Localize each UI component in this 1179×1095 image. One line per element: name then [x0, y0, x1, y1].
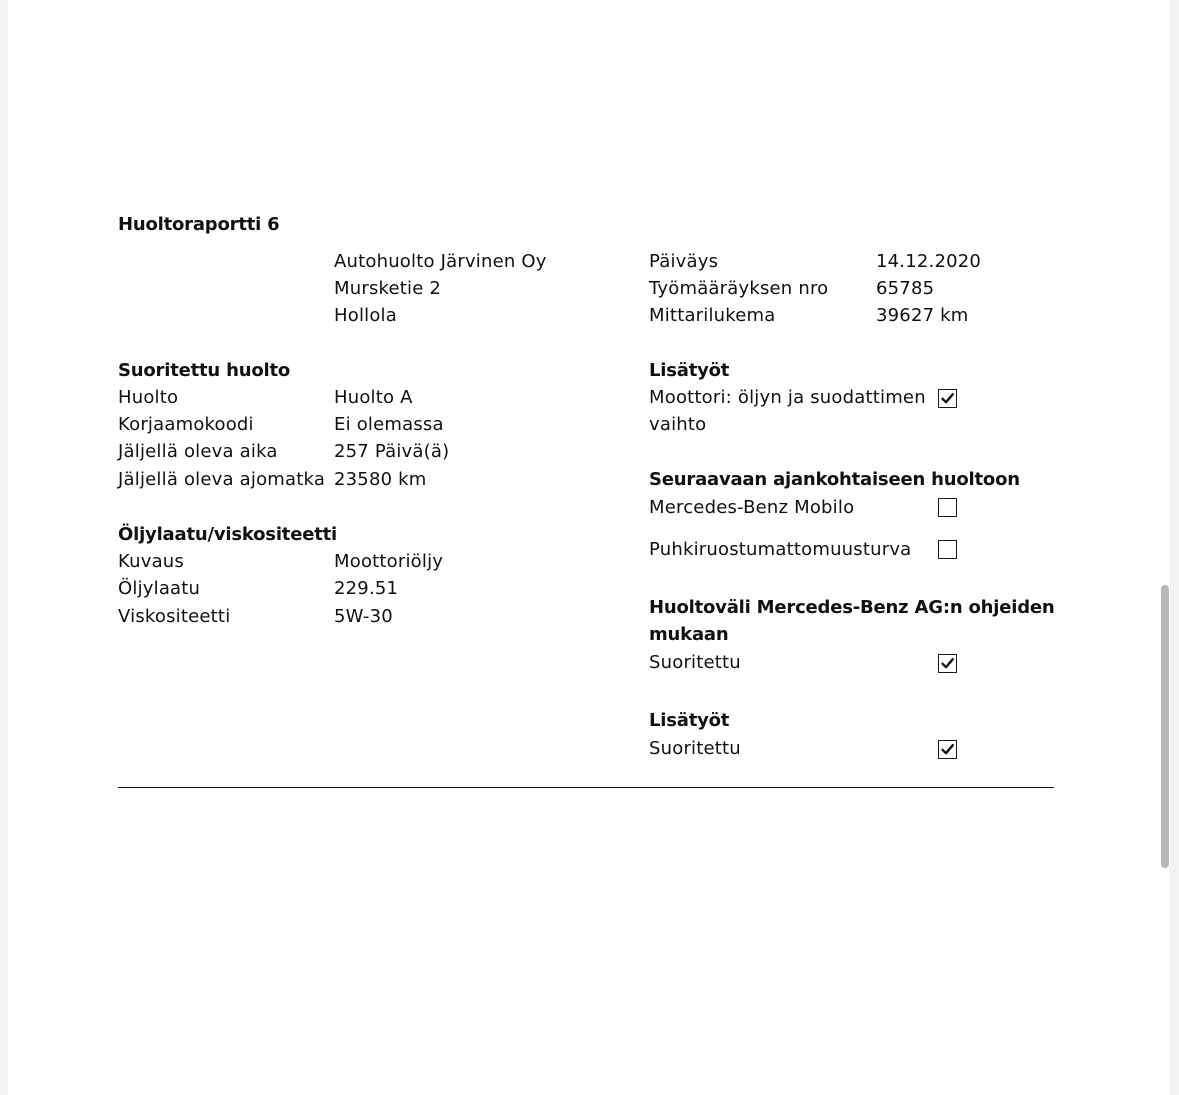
extra-work-2-item-label: Suoritettu	[649, 738, 741, 759]
extra-work-item-line1: Moottori: öljyn ja suodattimen	[649, 387, 926, 408]
service-value: Huolto A	[334, 387, 413, 408]
workshop-code-value: Ei olemassa	[334, 414, 444, 435]
work-order-value: 65785	[876, 278, 935, 299]
oil-description-label: Kuvaus	[118, 551, 184, 572]
checkmark-icon	[940, 742, 955, 757]
service-label: Huolto	[118, 387, 179, 408]
checkmark-icon	[940, 391, 955, 406]
mobilo-checkbox[interactable]	[938, 498, 957, 517]
service-heading: Suoritettu huolto	[118, 360, 291, 381]
report-title: Huoltoraportti 6	[118, 214, 280, 235]
odometer-label: Mittarilukema	[649, 305, 776, 326]
mobilo-label: Mercedes-Benz Mobilo	[649, 497, 855, 518]
interval-heading-line2: mukaan	[649, 624, 729, 645]
oil-quality-value: 229.51	[334, 578, 399, 599]
remaining-time-value: 257 Päivä(ä)	[334, 441, 450, 462]
viscosity-label: Viskositeetti	[118, 606, 231, 627]
odometer-value: 39627 km	[876, 305, 969, 326]
oil-quality-label: Öljylaatu	[118, 578, 201, 599]
next-service-heading: Seuraavaan ajankohtaiseen huoltoon	[649, 469, 1020, 490]
checkmark-icon	[940, 656, 955, 671]
extra-work-item-line2: vaihto	[649, 414, 707, 435]
section-divider	[118, 787, 1054, 788]
workshop-city: Hollola	[334, 305, 397, 326]
oil-description-value: Moottoriöljy	[334, 551, 444, 572]
interval-item-label: Suoritettu	[649, 652, 741, 673]
rust-warranty-checkbox[interactable]	[938, 540, 957, 559]
scrollbar-track[interactable]	[1170, 0, 1179, 1095]
workshop-code-label: Korjaamokoodi	[118, 414, 254, 435]
extra-work-2-checkbox[interactable]	[938, 740, 957, 759]
workshop-name: Autohuolto Järvinen Oy	[334, 251, 547, 272]
extra-work-checkbox[interactable]	[938, 389, 957, 408]
interval-checkbox[interactable]	[938, 654, 957, 673]
extra-work-heading: Lisätyöt	[649, 360, 730, 381]
oil-heading: Öljylaatu/viskositeetti	[118, 524, 337, 545]
interval-heading-line1: Huoltoväli Mercedes-Benz AG:n ohjeiden	[649, 597, 1055, 618]
remaining-distance-value: 23580 km	[334, 469, 427, 490]
scrollbar-thumb[interactable]	[1161, 585, 1169, 868]
document-page	[8, 0, 1170, 1095]
viscosity-value: 5W-30	[334, 606, 393, 627]
work-order-label: Työmääräyksen nro	[649, 278, 829, 299]
remaining-time-label: Jäljellä oleva aika	[118, 441, 278, 462]
extra-work-2-heading: Lisätyöt	[649, 710, 730, 731]
date-value: 14.12.2020	[876, 251, 982, 272]
remaining-distance-label: Jäljellä oleva ajomatka	[118, 469, 326, 490]
workshop-street: Mursketie 2	[334, 278, 442, 299]
date-label: Päiväys	[649, 251, 719, 272]
rust-warranty-label: Puhkiruostumattomuusturva	[649, 539, 912, 560]
